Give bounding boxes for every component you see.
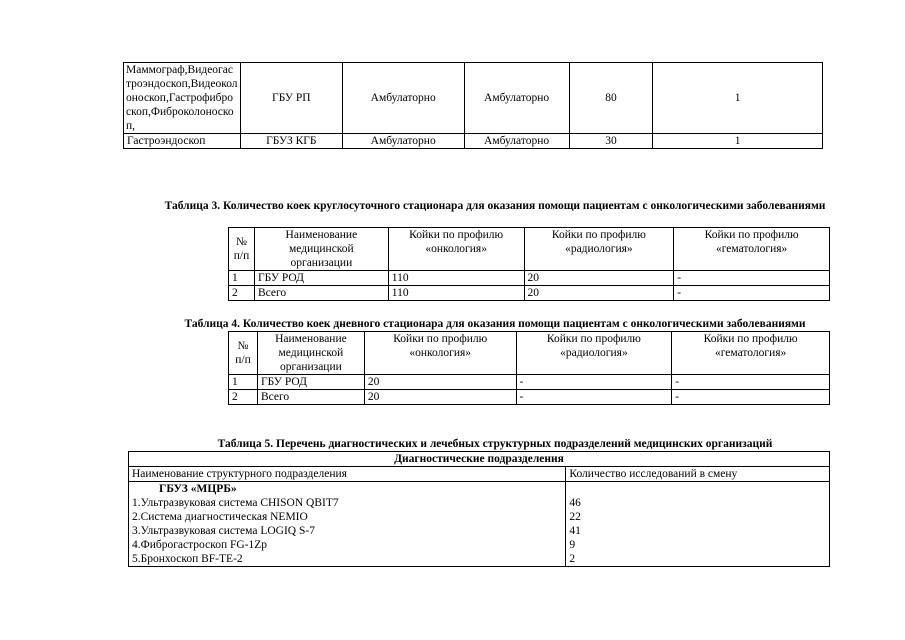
device-cell: Маммограф,Видеогастроэндоскоп,Видеоколоноскоп,Гастрофиброскоп,Фиброколоноскоп, (124, 63, 241, 134)
header-cell: Койки по профилю «гематология» (674, 228, 830, 271)
mode-cell: Амбулаторно (342, 134, 464, 149)
cell: 9 (566, 538, 830, 552)
header-cell: Количество исследований в смену (566, 467, 830, 482)
cell: 41 (566, 524, 830, 538)
units-cell: 1 (653, 134, 823, 149)
org-row (129, 482, 830, 497)
cell: - (674, 271, 830, 286)
cell: 4.Фиброгастроскоп FG-1Zp (129, 538, 566, 552)
cell: 5.Бронхоскоп BF-TE-2 (129, 552, 566, 567)
cell: 2.Система диагностическая NEMIO (129, 510, 566, 524)
cell (566, 482, 830, 497)
cell: - (516, 390, 672, 405)
device-cell: Гастроэндоскоп (124, 134, 241, 149)
cell: 20 (524, 271, 674, 286)
cell: 20 (364, 390, 516, 405)
header-cell: Наименование медицинской организации (254, 228, 388, 271)
header-row (229, 332, 830, 375)
org-cell: ГБУ РП (240, 63, 342, 134)
header-cell: Койки по профилю «радиология» (524, 228, 674, 271)
section-row (129, 452, 830, 467)
cell: 1.Ультразвуковая система CHISON QBIT7 (129, 496, 566, 510)
units-cell: 1 (653, 63, 823, 134)
table4-caption: Таблица 4. Количество коек дневного стационара для оказания помощи пациентам с онкологическими заболеваниями (184, 318, 806, 330)
header-row (229, 228, 830, 271)
cell: 3.Ультразвуковая система LOGIQ S-7 (129, 524, 566, 538)
count-cell: 30 (569, 134, 653, 149)
org-name: ГБУЗ «МЦРБ» (129, 482, 566, 497)
cell: 110 (388, 286, 524, 301)
cell: 1 (229, 375, 258, 390)
cell: - (516, 375, 672, 390)
cell: 2 (229, 286, 255, 301)
header-cell: Койки по профилю «гематология» (672, 332, 830, 375)
header-row (129, 467, 830, 482)
header-cell: Наименование структурного подразделения (129, 467, 566, 482)
header-cell: Койки по профилю «онкология» (364, 332, 516, 375)
cell: 22 (566, 510, 830, 524)
cell: - (672, 375, 830, 390)
table-row (129, 524, 830, 538)
cell: 1 (229, 271, 255, 286)
table-row (229, 286, 830, 301)
cell: ГБУ РОД (257, 375, 364, 390)
header-cell: Койки по профилю «онкология» (388, 228, 524, 271)
header-cell: Койки по профилю «радиология» (516, 332, 672, 375)
cell: 20 (364, 375, 516, 390)
table-row (129, 538, 830, 552)
cell: 2 (566, 552, 830, 567)
org-cell: ГБУЗ КГБ (240, 134, 342, 149)
table5-caption: Таблица 5. Перечень диагностических и лечебных структурных подразделений медицинских организаций (217, 438, 773, 450)
cell: - (672, 390, 830, 405)
cell: 20 (524, 286, 674, 301)
cell: 110 (388, 271, 524, 286)
round-the-clock-beds-table (228, 227, 830, 301)
table-row (229, 271, 830, 286)
equipment-table (123, 62, 823, 149)
mode-cell: Амбулаторно (464, 63, 569, 134)
header-cell: № п/п (229, 332, 258, 375)
mode-cell: Амбулаторно (464, 134, 569, 149)
section-heading: Диагностические подразделения (129, 452, 830, 467)
count-cell: 80 (569, 63, 653, 134)
header-cell: Наименование медицинской организации (257, 332, 364, 375)
mode-cell: Амбулаторно (342, 63, 464, 134)
day-hospital-beds-table (228, 331, 830, 405)
cell: Всего (257, 390, 364, 405)
cell: 2 (229, 390, 258, 405)
table3-caption: Таблица 3. Количество коек круглосуточного стационара для оказания помощи пациентам с онкологическими заболеваниями (164, 200, 826, 212)
cell: 46 (566, 496, 830, 510)
table-row (129, 552, 830, 567)
cell: - (674, 286, 830, 301)
table-row (229, 375, 830, 390)
structural-units-table (128, 451, 830, 567)
cell: ГБУ РОД (254, 271, 388, 286)
table-row (124, 63, 823, 134)
table-row (129, 510, 830, 524)
table-row (129, 496, 830, 510)
header-cell: № п/п (229, 228, 255, 271)
table-row (124, 134, 823, 149)
table-row (229, 390, 830, 405)
cell: Всего (254, 286, 388, 301)
